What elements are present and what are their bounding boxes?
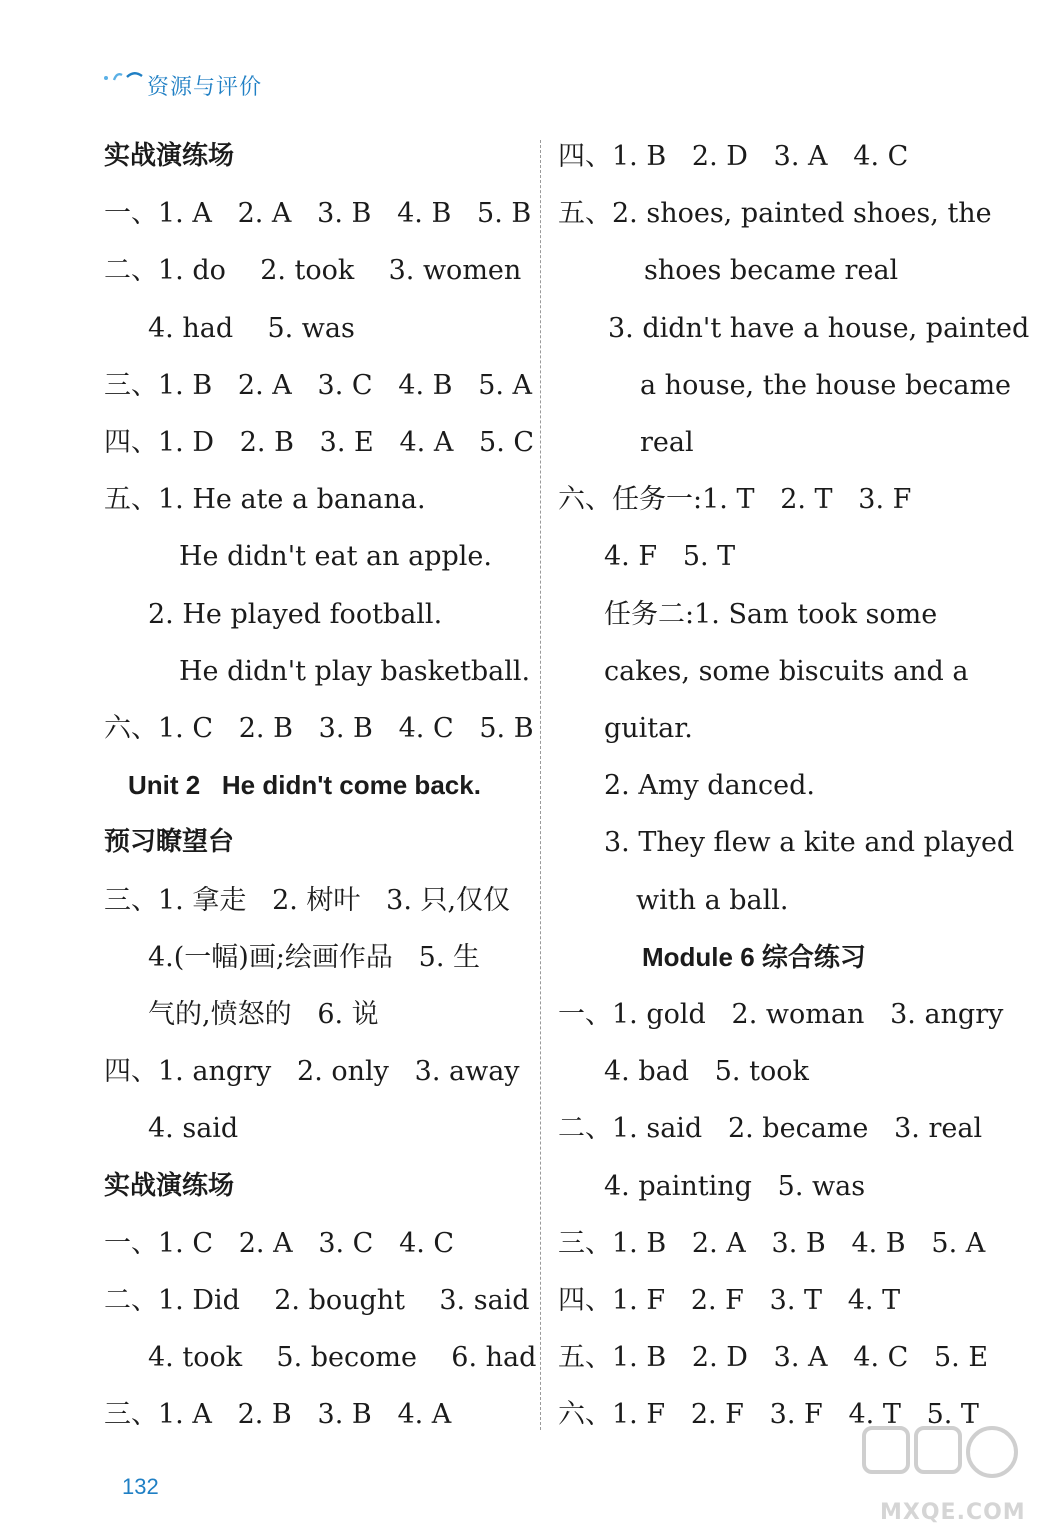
left-answer-line: 二、1. Did 2. bought 3. said xyxy=(104,1285,530,1316)
left-answer-line: He didn't play basketball. xyxy=(179,656,531,687)
right-answer-line: 二、1. said 2. became 3. real xyxy=(558,1113,983,1144)
right-answer-line: shoes became real xyxy=(644,255,899,286)
left-answer-line: 四、1. angry 2. only 3. away xyxy=(104,1056,520,1087)
right-answer-line: 六、任务一:1. T 2. T 3. F xyxy=(558,484,912,515)
page-number: 132 xyxy=(122,1474,159,1499)
right-answer-line: 六、1. F 2. F 3. F 4. T 5. T xyxy=(558,1399,979,1430)
unit-heading: Unit 2 He didn't come back. xyxy=(128,770,481,800)
left-answer-line: 4. said xyxy=(148,1113,239,1144)
left-answer-line: 4.(一幅)画;绘画作品 5. 生 xyxy=(148,942,481,973)
right-answer-line: 3. They flew a kite and played xyxy=(604,827,1015,858)
watermark-logo-icon xyxy=(858,1418,1028,1498)
left-answer-line: 一、1. C 2. A 3. C 4. C xyxy=(104,1228,455,1259)
section-heading: 预习瞭望台 xyxy=(104,827,235,857)
right-answer-line: 任务二:1. Sam took some xyxy=(604,599,938,630)
left-answer-line: He didn't eat an apple. xyxy=(179,541,492,572)
right-answer-line: guitar. xyxy=(604,713,693,744)
right-answer-line: cakes, some biscuits and a xyxy=(604,656,969,687)
left-answer-line: 三、1. 拿走 2. 树叶 3. 只,仅仅 xyxy=(104,885,511,916)
header-title: 资源与评价 xyxy=(147,75,263,100)
right-answer-line: with a ball. xyxy=(636,885,789,916)
right-answer-line: real xyxy=(640,427,694,458)
left-answer-line: 三、1. A 2. B 3. B 4. A xyxy=(104,1399,452,1430)
section-heading: 实战演练场 xyxy=(104,141,235,171)
right-answer-line: 3. didn't have a house, painted xyxy=(608,313,1030,344)
right-answer-line: 4. bad 5. took xyxy=(604,1056,809,1087)
left-answer-line: 四、1. D 2. B 3. E 4. A 5. C xyxy=(104,427,535,458)
left-answer-line: 五、1. He ate a banana. xyxy=(104,484,426,515)
header-logo-icon xyxy=(100,66,144,90)
unit-heading: Module 6 综合练习 xyxy=(642,942,866,972)
left-answer-line: 六、1. C 2. B 3. B 4. C 5. B xyxy=(104,713,534,744)
right-answer-line: 五、2. shoes, painted shoes, the xyxy=(558,198,992,229)
left-answer-line: 三、1. B 2. A 3. C 4. B 5. A xyxy=(104,370,533,401)
watermark-text: MXQE.COM xyxy=(880,1500,1026,1525)
right-answer-line: 四、1. F 2. F 3. T 4. T xyxy=(558,1285,901,1316)
left-answer-line: 二、1. do 2. took 3. women xyxy=(104,255,522,286)
left-answer-line: 一、1. A 2. A 3. B 4. B 5. B xyxy=(104,198,532,229)
right-answer-line: 三、1. B 2. A 3. B 4. B 5. A xyxy=(558,1228,986,1259)
left-answer-line: 4. had 5. was xyxy=(148,313,355,344)
watermark xyxy=(858,1418,1028,1530)
right-answer-line: 2. Amy danced. xyxy=(604,770,816,801)
column-divider xyxy=(540,140,541,1430)
left-answer-line: 气的,愤怒的 6. 说 xyxy=(148,999,379,1030)
right-answer-line: 一、1. gold 2. woman 3. angry xyxy=(558,999,1004,1030)
right-answer-line: 4. F 5. T xyxy=(604,541,736,572)
right-answer-line: 四、1. B 2. D 3. A 4. C xyxy=(558,141,909,172)
section-heading: 实战演练场 xyxy=(104,1171,235,1201)
right-answer-line: 4. painting 5. was xyxy=(604,1171,866,1202)
right-answer-line: 五、1. B 2. D 3. A 4. C 5. E xyxy=(558,1342,989,1373)
left-answer-line: 4. took 5. become 6. had xyxy=(148,1342,537,1373)
right-answer-line: a house, the house became xyxy=(640,370,1012,401)
left-answer-line: 2. He played football. xyxy=(148,599,443,630)
